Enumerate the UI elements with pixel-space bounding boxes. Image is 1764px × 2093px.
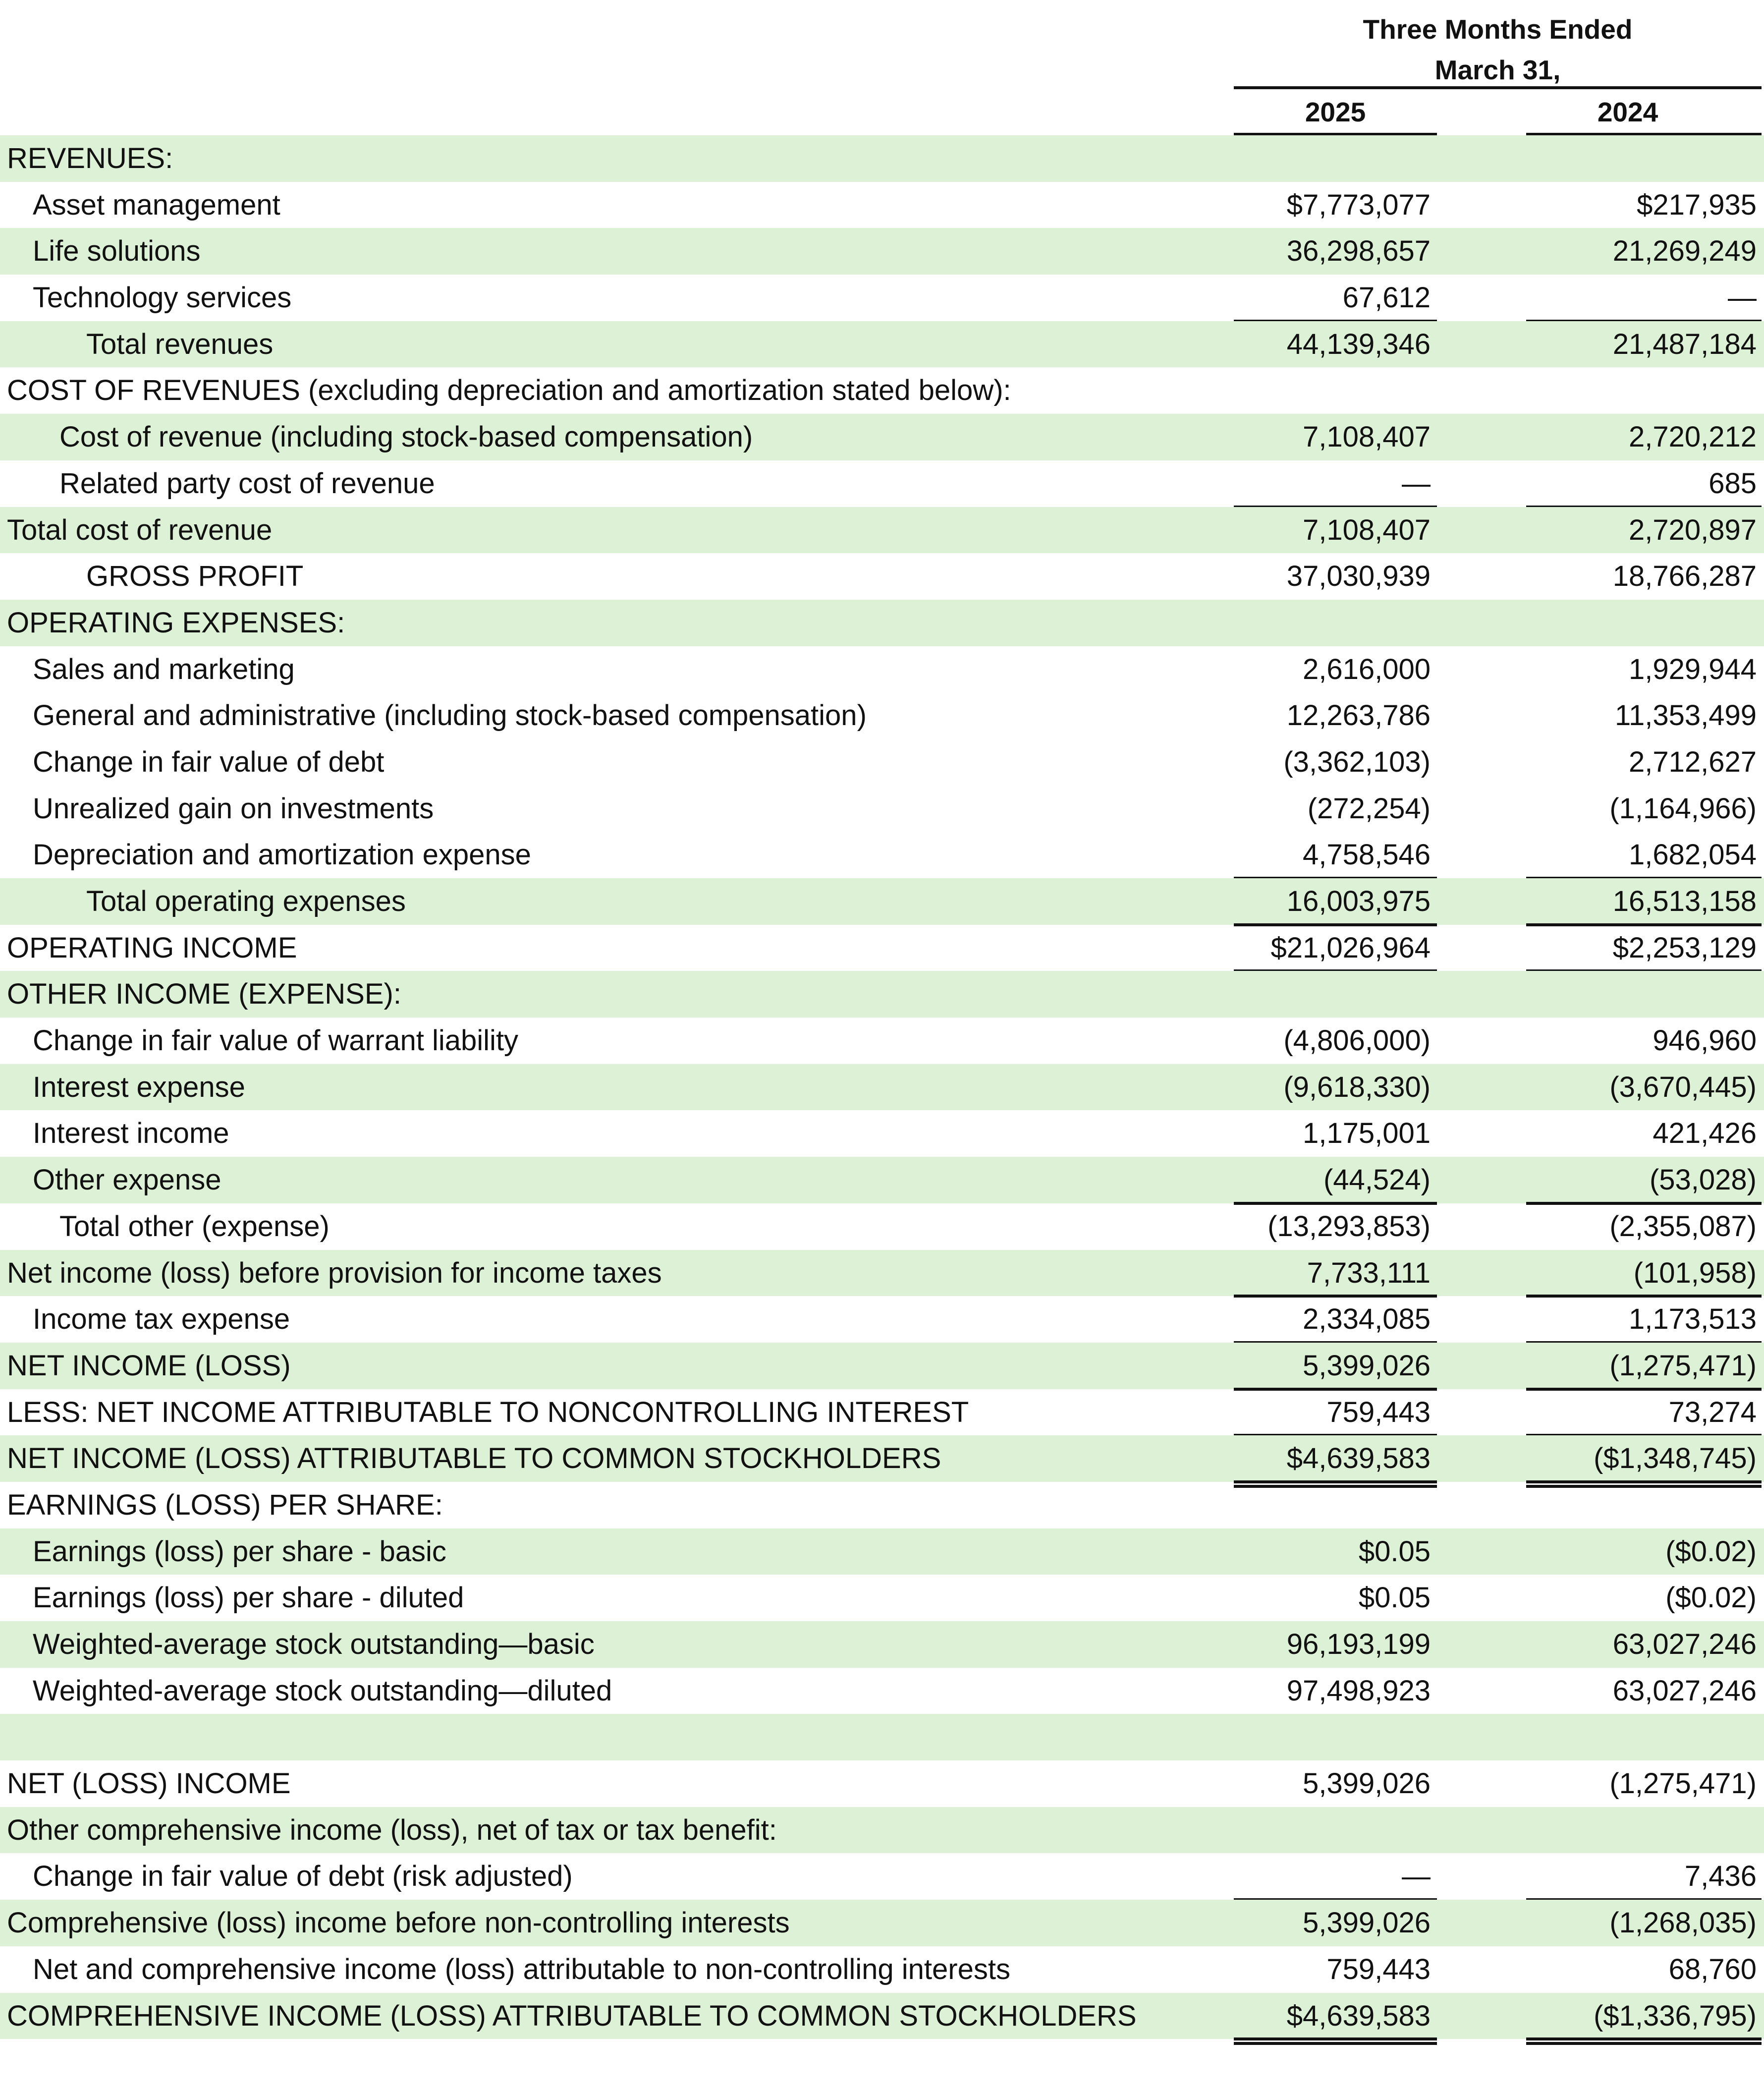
value-2025: (272,254) [1307, 792, 1431, 825]
value-2024: 421,426 [1653, 1117, 1757, 1150]
statement-row [0, 1993, 1764, 2039]
row-label: REVENUES: [7, 142, 173, 174]
row-label: NET INCOME (LOSS) [7, 1349, 291, 1382]
value-2024: $217,935 [1637, 188, 1757, 221]
total-rule [1526, 2037, 1762, 2040]
row-label: Other expense [33, 1164, 221, 1196]
row-label: Sales and marketing [33, 653, 295, 685]
row-label: Weighted-average stock outstanding—diluted [33, 1674, 612, 1707]
value-2024: 63,027,246 [1612, 1674, 1757, 1707]
row-label: Cost of revenue (including stock-based compensation) [59, 421, 753, 453]
row-label: Total other (expense) [59, 1210, 330, 1243]
value-2025: (3,362,103) [1283, 745, 1431, 778]
statement-row [0, 1343, 1764, 1389]
value-2025: 67,612 [1342, 282, 1431, 314]
value-2025: — [1402, 1860, 1431, 1893]
row-label: Change in fair value of debt [33, 745, 385, 778]
value-2024: (1,275,471) [1609, 1767, 1757, 1800]
statement-row [0, 878, 1764, 925]
value-2025: 12,263,786 [1286, 699, 1431, 732]
row-label: General and administrative (including stock-based compensation) [33, 699, 867, 732]
statement-row [0, 971, 1764, 1018]
value-2025: 5,399,026 [1302, 1349, 1431, 1382]
value-2025: 7,108,407 [1302, 421, 1431, 453]
period-header-rule [1234, 86, 1762, 89]
statement-row [0, 1528, 1764, 1575]
value-2024: 2,712,627 [1628, 745, 1757, 778]
statement-row [0, 1110, 1764, 1157]
statement-row [0, 1157, 1764, 1203]
value-2024: 63,027,246 [1612, 1628, 1757, 1660]
row-label: Interest expense [33, 1071, 245, 1103]
row-label: Technology services [33, 282, 292, 314]
value-2024: (1,268,035) [1609, 1907, 1757, 1939]
row-label: Depreciation and amortization expense [33, 839, 531, 871]
row-label: Comprehensive (loss) income before non-controlling interests [7, 1907, 790, 1939]
value-2024: 11,353,499 [1615, 699, 1757, 732]
value-2025: (9,618,330) [1283, 1071, 1431, 1103]
statement-row [0, 1296, 1764, 1343]
value-2024: 18,766,287 [1612, 560, 1757, 593]
value-2025: (13,293,853) [1268, 1210, 1431, 1243]
row-label: OPERATING EXPENSES: [7, 606, 345, 639]
statement-rows [0, 135, 1764, 2039]
row-label: Earnings (loss) per share - diluted [33, 1582, 464, 1614]
total-rule [1234, 923, 1437, 926]
statement-row [0, 1760, 1764, 1807]
row-label: Change in fair value of warrant liability [33, 1024, 519, 1057]
value-2024: 16,513,158 [1612, 885, 1757, 917]
value-2025: 1,175,001 [1302, 1117, 1431, 1150]
statement-row [0, 1435, 1764, 1482]
row-label: Net and comprehensive income (loss) attributable to non-controlling interests [33, 1953, 1010, 1985]
value-2025: 37,030,939 [1286, 560, 1431, 593]
value-2025: — [1402, 467, 1431, 500]
row-label: Change in fair value of debt (risk adjusted) [33, 1860, 573, 1893]
value-2024: 1,682,054 [1628, 839, 1757, 871]
statement-row [0, 1621, 1764, 1668]
value-2024: 73,274 [1668, 1396, 1757, 1428]
statement-row [0, 414, 1764, 460]
statement-row [0, 1389, 1764, 1436]
statement-row [0, 1575, 1764, 1621]
value-2024: ($0.02) [1665, 1535, 1757, 1568]
row-label: Asset management [33, 188, 280, 221]
value-2024: (3,670,445) [1609, 1071, 1757, 1103]
value-2024: 946,960 [1653, 1024, 1757, 1057]
statement-row [0, 1807, 1764, 1854]
statement-row [0, 228, 1764, 275]
value-2024: — [1728, 282, 1757, 314]
period-header [1234, 9, 1762, 90]
value-2024: (1,164,966) [1609, 792, 1757, 825]
value-2025: 5,399,026 [1302, 1907, 1431, 1939]
statement-row [0, 460, 1764, 507]
statement-row [0, 1946, 1764, 1993]
value-2025: $0.05 [1358, 1535, 1431, 1568]
value-2025: $4,639,583 [1286, 1442, 1431, 1475]
value-2025: 4,758,546 [1302, 839, 1431, 871]
value-2024: 7,436 [1684, 1860, 1757, 1893]
total-rule [1526, 923, 1762, 926]
statement-row [0, 925, 1764, 971]
statement-row [0, 1064, 1764, 1111]
value-2025: 759,443 [1326, 1953, 1431, 1985]
row-label: Total operating expenses [86, 885, 406, 917]
value-2025: 36,298,657 [1286, 235, 1431, 268]
row-label: NET (LOSS) INCOME [7, 1767, 291, 1800]
statement-row [0, 135, 1764, 182]
row-label: Earnings (loss) per share - basic [33, 1535, 446, 1568]
year-header-2024: 2024 [1597, 97, 1658, 127]
value-2025: 759,443 [1326, 1396, 1431, 1428]
statement-row [0, 1250, 1764, 1297]
value-2024: $2,253,129 [1612, 931, 1757, 964]
row-label: Unrealized gain on investments [33, 792, 434, 825]
value-2025: 96,193,199 [1286, 1628, 1431, 1660]
value-2024: 1,929,944 [1628, 653, 1757, 685]
value-2025: 97,498,923 [1286, 1674, 1431, 1707]
row-label: Weighted-average stock outstanding—basic [33, 1628, 595, 1660]
value-2025: $4,639,583 [1286, 1999, 1431, 2032]
row-label: Net income (loss) before provision for income taxes [7, 1256, 662, 1289]
statement-row [0, 367, 1764, 414]
row-label: GROSS PROFIT [86, 560, 304, 593]
total-rule [1526, 2042, 1762, 2045]
statement-row [0, 1668, 1764, 1714]
statement-row [0, 1714, 1764, 1760]
value-2025: 16,003,975 [1286, 885, 1431, 917]
value-2024: ($0.02) [1665, 1582, 1757, 1614]
period-header-line2: March 31, [1434, 55, 1561, 85]
value-2025: (44,524) [1323, 1164, 1431, 1196]
statement-row [0, 553, 1764, 600]
value-2025: 7,733,111 [1307, 1256, 1431, 1289]
statement-row [0, 832, 1764, 878]
row-label: COMPREHENSIVE INCOME (LOSS) ATTRIBUTABLE TO COMMON STOCKHOLDERS [7, 1999, 1137, 2032]
value-2024: 1,173,513 [1628, 1303, 1757, 1336]
statement-row [0, 1482, 1764, 1528]
statement-row [0, 1203, 1764, 1250]
statement-row [0, 275, 1764, 321]
value-2025: $0.05 [1358, 1582, 1431, 1614]
row-label: NET INCOME (LOSS) ATTRIBUTABLE TO COMMON STOCKHOLDERS [7, 1442, 941, 1475]
statement-row [0, 1018, 1764, 1064]
value-2025: 2,334,085 [1302, 1303, 1431, 1336]
value-2024: ($1,336,795) [1594, 1999, 1757, 2032]
row-label: Total revenues [86, 328, 274, 360]
row-label: Interest income [33, 1117, 229, 1150]
statement-row [0, 1853, 1764, 1900]
value-2024: (1,275,471) [1609, 1349, 1757, 1382]
statement-row [0, 507, 1764, 554]
value-2024: ($1,348,745) [1594, 1442, 1757, 1475]
value-2025: 2,616,000 [1302, 653, 1431, 685]
statement-row [0, 1900, 1764, 1946]
value-2024: 2,720,897 [1628, 513, 1757, 546]
value-2025: 7,108,407 [1302, 513, 1431, 546]
period-header-line1: Three Months Ended [1363, 14, 1633, 45]
value-2025: $7,773,077 [1286, 188, 1431, 221]
value-2025: 44,139,346 [1286, 328, 1431, 360]
value-2024: 21,487,184 [1612, 328, 1757, 360]
value-2024: 21,269,249 [1612, 235, 1757, 268]
year-header-2025: 2025 [1305, 97, 1366, 127]
total-rule [1234, 2042, 1437, 2045]
statement-row [0, 646, 1764, 693]
statement-row [0, 182, 1764, 228]
value-2025: 5,399,026 [1302, 1767, 1431, 1800]
row-label: Other comprehensive income (loss), net of tax or tax benefit: [7, 1813, 777, 1846]
value-2024: 68,760 [1668, 1953, 1757, 1985]
value-2024: (101,958) [1633, 1256, 1757, 1289]
row-label: OPERATING INCOME [7, 931, 297, 964]
row-label: LESS: NET INCOME ATTRIBUTABLE TO NONCONTROLLING INTEREST [7, 1396, 969, 1428]
value-2024: (2,355,087) [1609, 1210, 1757, 1243]
statement-row [0, 692, 1764, 739]
value-2024: 685 [1709, 467, 1757, 500]
row-label: COST OF REVENUES (excluding depreciation and amortization stated below): [7, 374, 1011, 407]
value-2025: (4,806,000) [1283, 1024, 1431, 1057]
row-label: EARNINGS (LOSS) PER SHARE: [7, 1488, 443, 1521]
row-label: OTHER INCOME (EXPENSE): [7, 978, 401, 1011]
statement-row [0, 786, 1764, 832]
value-2024: (53,028) [1649, 1164, 1757, 1196]
value-2025: $21,026,964 [1270, 931, 1431, 964]
total-rule [1234, 2037, 1437, 2040]
row-label: Total cost of revenue [7, 513, 273, 546]
row-label: Related party cost of revenue [59, 467, 435, 500]
statement-row [0, 600, 1764, 646]
statement-row [0, 739, 1764, 786]
value-2024: 2,720,212 [1628, 421, 1757, 453]
row-label: Income tax expense [33, 1303, 290, 1336]
row-label: Life solutions [33, 235, 201, 268]
statement-row [0, 321, 1764, 368]
